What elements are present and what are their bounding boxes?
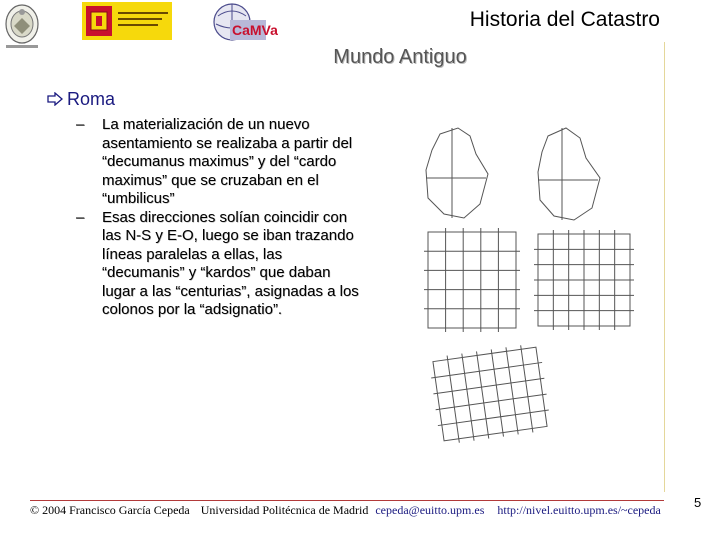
centuriation-maps-illustration: [418, 122, 646, 452]
footer-author: 2004 Francisco García Cepeda: [42, 503, 190, 517]
section-subtitle: Mundo Antiguo: [333, 46, 467, 68]
camva-logo: [212, 2, 278, 44]
page-number: 5: [694, 495, 702, 510]
footer: [30, 503, 670, 518]
bullet-label: Roma: [67, 89, 116, 109]
camva-label: CaMVa: [232, 22, 278, 38]
list-item: [76, 209, 366, 320]
footer-email-link[interactable]: cepeda@euitto.upm.es: [375, 503, 485, 517]
copyright-symbol: ©: [30, 503, 40, 517]
dash-marker: –: [76, 208, 85, 226]
list-item: [76, 116, 366, 209]
hollow-arrow-icon: [47, 89, 67, 110]
ministry-logo: [82, 2, 172, 40]
university-seal-logo: [2, 2, 42, 50]
footer-rule: [30, 500, 664, 501]
body-text: [76, 116, 366, 320]
footer-url-link[interactable]: http://nivel.euitto.upm.es/~cepeda: [497, 503, 661, 517]
dash-marker: –: [76, 116, 85, 133]
footer-university: Universidad Politécnica de Madrid: [200, 503, 369, 517]
page-title: Historia del Catastro: [469, 8, 660, 31]
bullet-heading: [47, 89, 115, 110]
accent-divider: [664, 42, 665, 492]
list-item-text: Esas direcciones solían coincidir con las N-S y E-O, luego se iban trazando líneas paralelas a ellas, las “decumanis” y “kardos” que daban lugar a las “centurias”, asignadas a los colonos por la “adsignatio”.: [102, 208, 359, 318]
list-item-text: La materialización de un nuevo asentamiento se realizaba a partir del “decumanus maximus” y del “cardo maximus” que se cruzaban en el “umbilicus”: [102, 116, 353, 207]
